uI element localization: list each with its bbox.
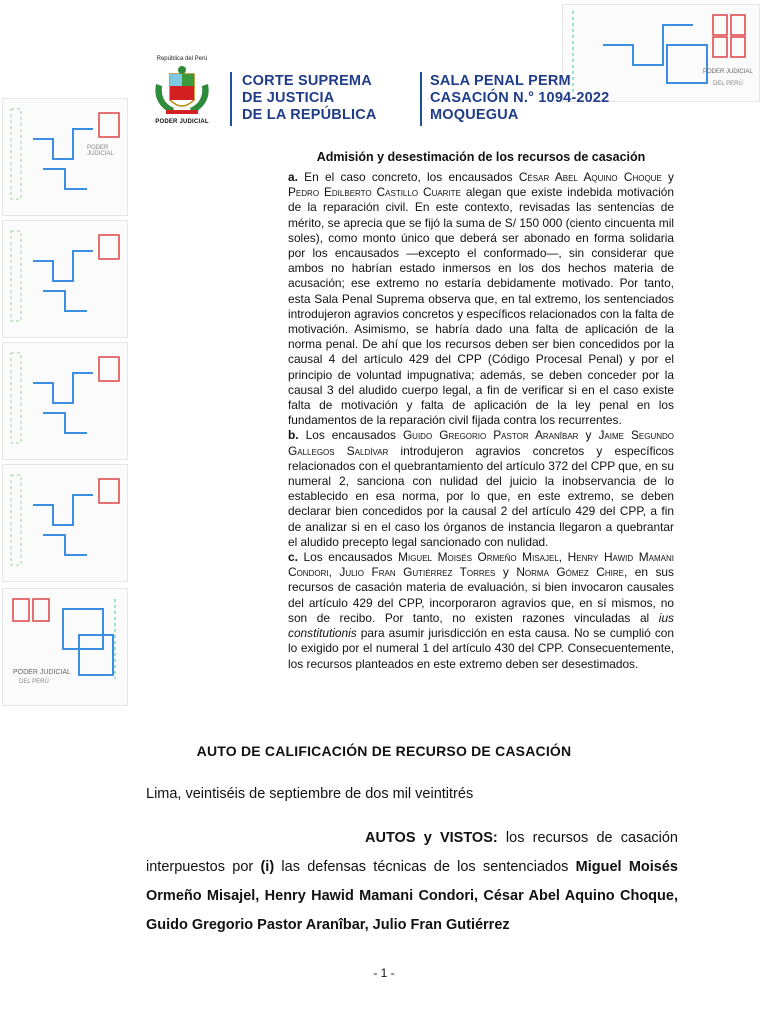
watermark-graphic (3, 221, 127, 337)
body-text: y (578, 428, 599, 443)
body-text: alegan que existe indebida motivación de la reparación civil. En este contexto, revisadas las sentencias de mérito, se aprecia que se fijó la suma de S/ 150 000 (ciento cincuenta mil soles), como monto único que deberá ser abonado en forma solidaria por los encausados —excepto el conformado—, sin considerar que ambos no habrían estado inmersos en los dos hechos materia de acusación; ese extremo no estaría debidamente motivado. Por tanto, esta Sala Penal Suprema observa que, en tal extremo, los sentenciados introdujeron agravios concretos y específicos relacionados con la falta de motivación. Asimismo, se habría dado una falta de aplicación de la norma penal. De ahí que los recursos deben ser bien concedidos por la causal 4 del artículo 429 del CPP (Código Procesal Penal) y por el principio de voluntad impugnativa; además, se deben conceder por la causal 3 del aludido cuerpo legal, a fin de verificar si en el caso existe falta de motivación y falta de aplicación de la ley penal en los fundamentos de la reparación civil fijada contra los recurrentes. (288, 185, 675, 428)
watermark-graphic (3, 343, 127, 459)
watermark-tile (2, 464, 128, 582)
court-line: CORTE SUPREMA (242, 73, 372, 89)
watermark-text: PODER JUDICIAL (703, 69, 753, 75)
header-divider (420, 72, 422, 126)
auto-title: AUTO DE CALIFICACIÓN DE RECURSO DE CASACIÓN (196, 743, 572, 759)
watermark-tile (2, 98, 128, 216)
resolution-heading: Admisión y desestimación de los recursos de casación (316, 150, 646, 164)
watermark-graphic (3, 99, 127, 215)
person-name: Guido Gregorio Pastor Aranîbar (402, 428, 579, 443)
header-divider (230, 72, 232, 126)
body-text: En el caso concreto, los encausados (297, 170, 519, 184)
watermark-text: DEL PERÚ (19, 679, 49, 685)
watermark-tile (2, 588, 128, 706)
body-text: , en sus recursos de casación materia de evaluación, si bien invocaron causales del artículo 429 del CPP, incorporaron agravios que, en sí mismos, no son de recibo. Por tanto, no existen razones vinculadas al (288, 565, 674, 625)
body-text: introdujeron agravios concretos y específicos relacionados con el quebrantamiento del artículo 372 del CPP que, en su numeral 2, sanciona con nulidad del juicio la inobservancia de lo establecido en esa norma, por lo que, en este extremo, se deben declarar bien concedidos por la causal 2 del artículo 429 del CPP, a fin de analizar si en el caso los órganos de instancia llegaron a quebrantar el aludido precepto legal sancionado con nulidad. (288, 443, 674, 549)
case-info (430, 73, 609, 124)
paragraph-lead: AUTOS y VISTOS: (365, 830, 498, 846)
emblem-bottom-text: PODER JUDICIAL (155, 119, 209, 125)
resolution-point-b (288, 428, 674, 550)
person-name: César Abel Aquino Choque (518, 170, 662, 184)
point-label: b. (288, 428, 299, 443)
watermark-graphic (3, 465, 127, 581)
watermark-tile (2, 220, 128, 338)
body-text: y (495, 565, 517, 580)
person-names: Miguel Moisés Ormeño Misajel, Henry Hawid Mamani Condori, César Abel Aquino Choque, Guido Gregorio Pastor Aranîbar, Julio Fran Gutiérrez (146, 859, 678, 933)
place-date: Lima, veintiséis de septiembre de dos mil veintitrés (146, 786, 474, 802)
court-line: DE LA REPÚBLICA (242, 107, 377, 123)
court-line: DE JUSTICIA (242, 90, 335, 106)
peru-emblem (146, 56, 218, 130)
watermark-tile (2, 342, 128, 460)
person-name: Pedro Edilberto Castillo Cuarite (288, 185, 461, 200)
person-name: Norma Gómez Chire (516, 565, 624, 580)
emblem-top-text: República del Perú (156, 56, 208, 62)
latin-term: ius constitutionis (288, 610, 674, 641)
coat-of-arms-icon (152, 64, 212, 118)
point-label: c. (288, 550, 298, 565)
resolution-body (288, 170, 674, 672)
body-text: Los encausados (298, 428, 403, 443)
body-text: para asumir jurisdicción en esta causa. No se cumplió con lo exigido por el numeral 1 del artículo 430 del CPP. Consecuentemente, los recursos planteados en este extremo deben ser desestimados. (288, 626, 674, 671)
court-name (242, 73, 377, 124)
resolution-point-c (288, 550, 674, 672)
body-text: las defensas técnicas de los sentenciados (274, 859, 576, 875)
watermark-text: PODER JUDICIAL (13, 669, 71, 676)
person-name: Jaime Segundo Gallegos Saldívar (288, 428, 675, 458)
page-number: - 1 - (373, 966, 395, 980)
body-text: Los encausados (297, 550, 399, 565)
watermark-text: DEL PERÚ (713, 81, 743, 87)
point-label: a. (288, 170, 298, 184)
body-text: los recursos de casación interpuestos por (146, 830, 678, 875)
paragraph-text (146, 824, 678, 940)
case-line-district: MOQUEGUA (430, 107, 519, 123)
resolution-point-a (288, 170, 674, 428)
watermark-graphic (3, 589, 127, 705)
body-text: y (661, 170, 674, 184)
watermark-text: PODER JUDICIAL (87, 145, 114, 157)
autos-vistos-paragraph (146, 824, 678, 940)
person-name: Miguel Moisés Ormeño Misajel, Henry Hawid Mamani Condori, Julio Fran Gutiérrez Torres (288, 550, 674, 580)
case-line-number: CASACIÓN N.° 1094-2022 (430, 90, 610, 106)
enumeration-mark: (i) (260, 859, 275, 875)
case-line-chamber: SALA PENAL PERM (430, 73, 571, 89)
